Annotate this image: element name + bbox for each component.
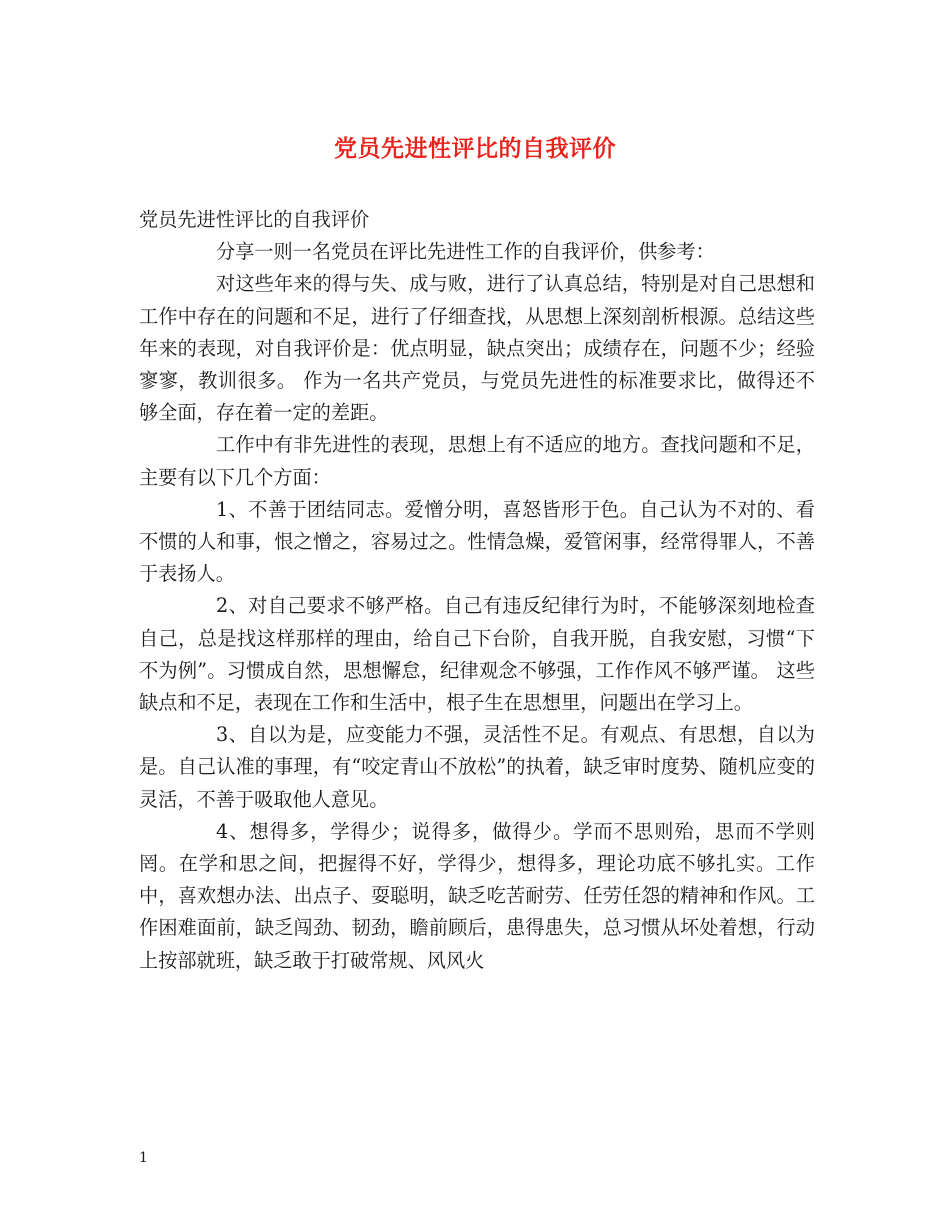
document-title: 党员先进性评比的自我评价 xyxy=(334,135,616,162)
paragraph-intro: 分享一则一名党员在评比先进性工作的自我评价，供参考： xyxy=(216,240,715,264)
document-body xyxy=(139,204,815,977)
paragraph-item-3: 3、自以为是，应变能力不强，灵活性不足。有观点、有思想，自以为是。自己认准的事理，有“咬定青山不放松”的执着，缺乏审时度势、随机应变的灵活，不善于吸取他人意见。 xyxy=(139,723,815,811)
paragraph-subtitle: 党员先进性评比的自我评价 xyxy=(139,208,370,231)
paragraph-problems: 工作中有非先进性的表现，思想上有不适应的地方。查找问题和不足，主要有以下几个方面： xyxy=(139,433,815,489)
paragraph-item-2: 2、对自己要求不够严格。自己有违反纪律行为时，不能够深刻地检查自己，总是找这样那样的理由，给自己下台阶，自我开脱，自我安慰，习惯“下不为例”。习惯成自然，思想懈怠，纪律观念不够强，工作作风不够严谨。 这些缺点和不足，表现在工作和生活中，根子生在思想里，问题出在学习上。 xyxy=(139,594,815,715)
page-number: 1 xyxy=(139,1150,148,1166)
paragraph-item-1: 1、不善于团结同志。爱憎分明，喜怒皆形于色。自己认为不对的、看不惯的人和事，恨之憎之，容易过之。性情急燥，爱管闲事，经常得罪人，不善于表扬人。 xyxy=(139,497,815,586)
paragraph-summary: 对这些年来的得与失、成与败，进行了认真总结，特别是对自己思想和工作中存在的问题和不足，进行了仔细查找，从思想上深刻剖析根源。总结这些年来的表现，对自我评价是：优点明显，缺点突出；成绩存在，问题不少；经验寥寥，教训很多。 作为一名共产党员，与党员先进性的标准要求比，做得还不够全面，存在着一定的差距。 xyxy=(139,272,815,425)
paragraph-item-4: 4、想得多，学得少；说得多，做得少。学而不思则殆，思而不学则罔。在学和思之间，把握得不好，学得少，想得多，理论功底不够扎实。工作中，喜欢想办法、出点子、耍聪明，缺乏吃苦耐劳、任劳任怨的精神和作风。工作困难面前，缺乏闯劲、韧劲，瞻前顾后，患得患失，总习惯从坏处着想，行动上按部就班，缺乏敢于打破常规、风风火 xyxy=(139,819,815,972)
